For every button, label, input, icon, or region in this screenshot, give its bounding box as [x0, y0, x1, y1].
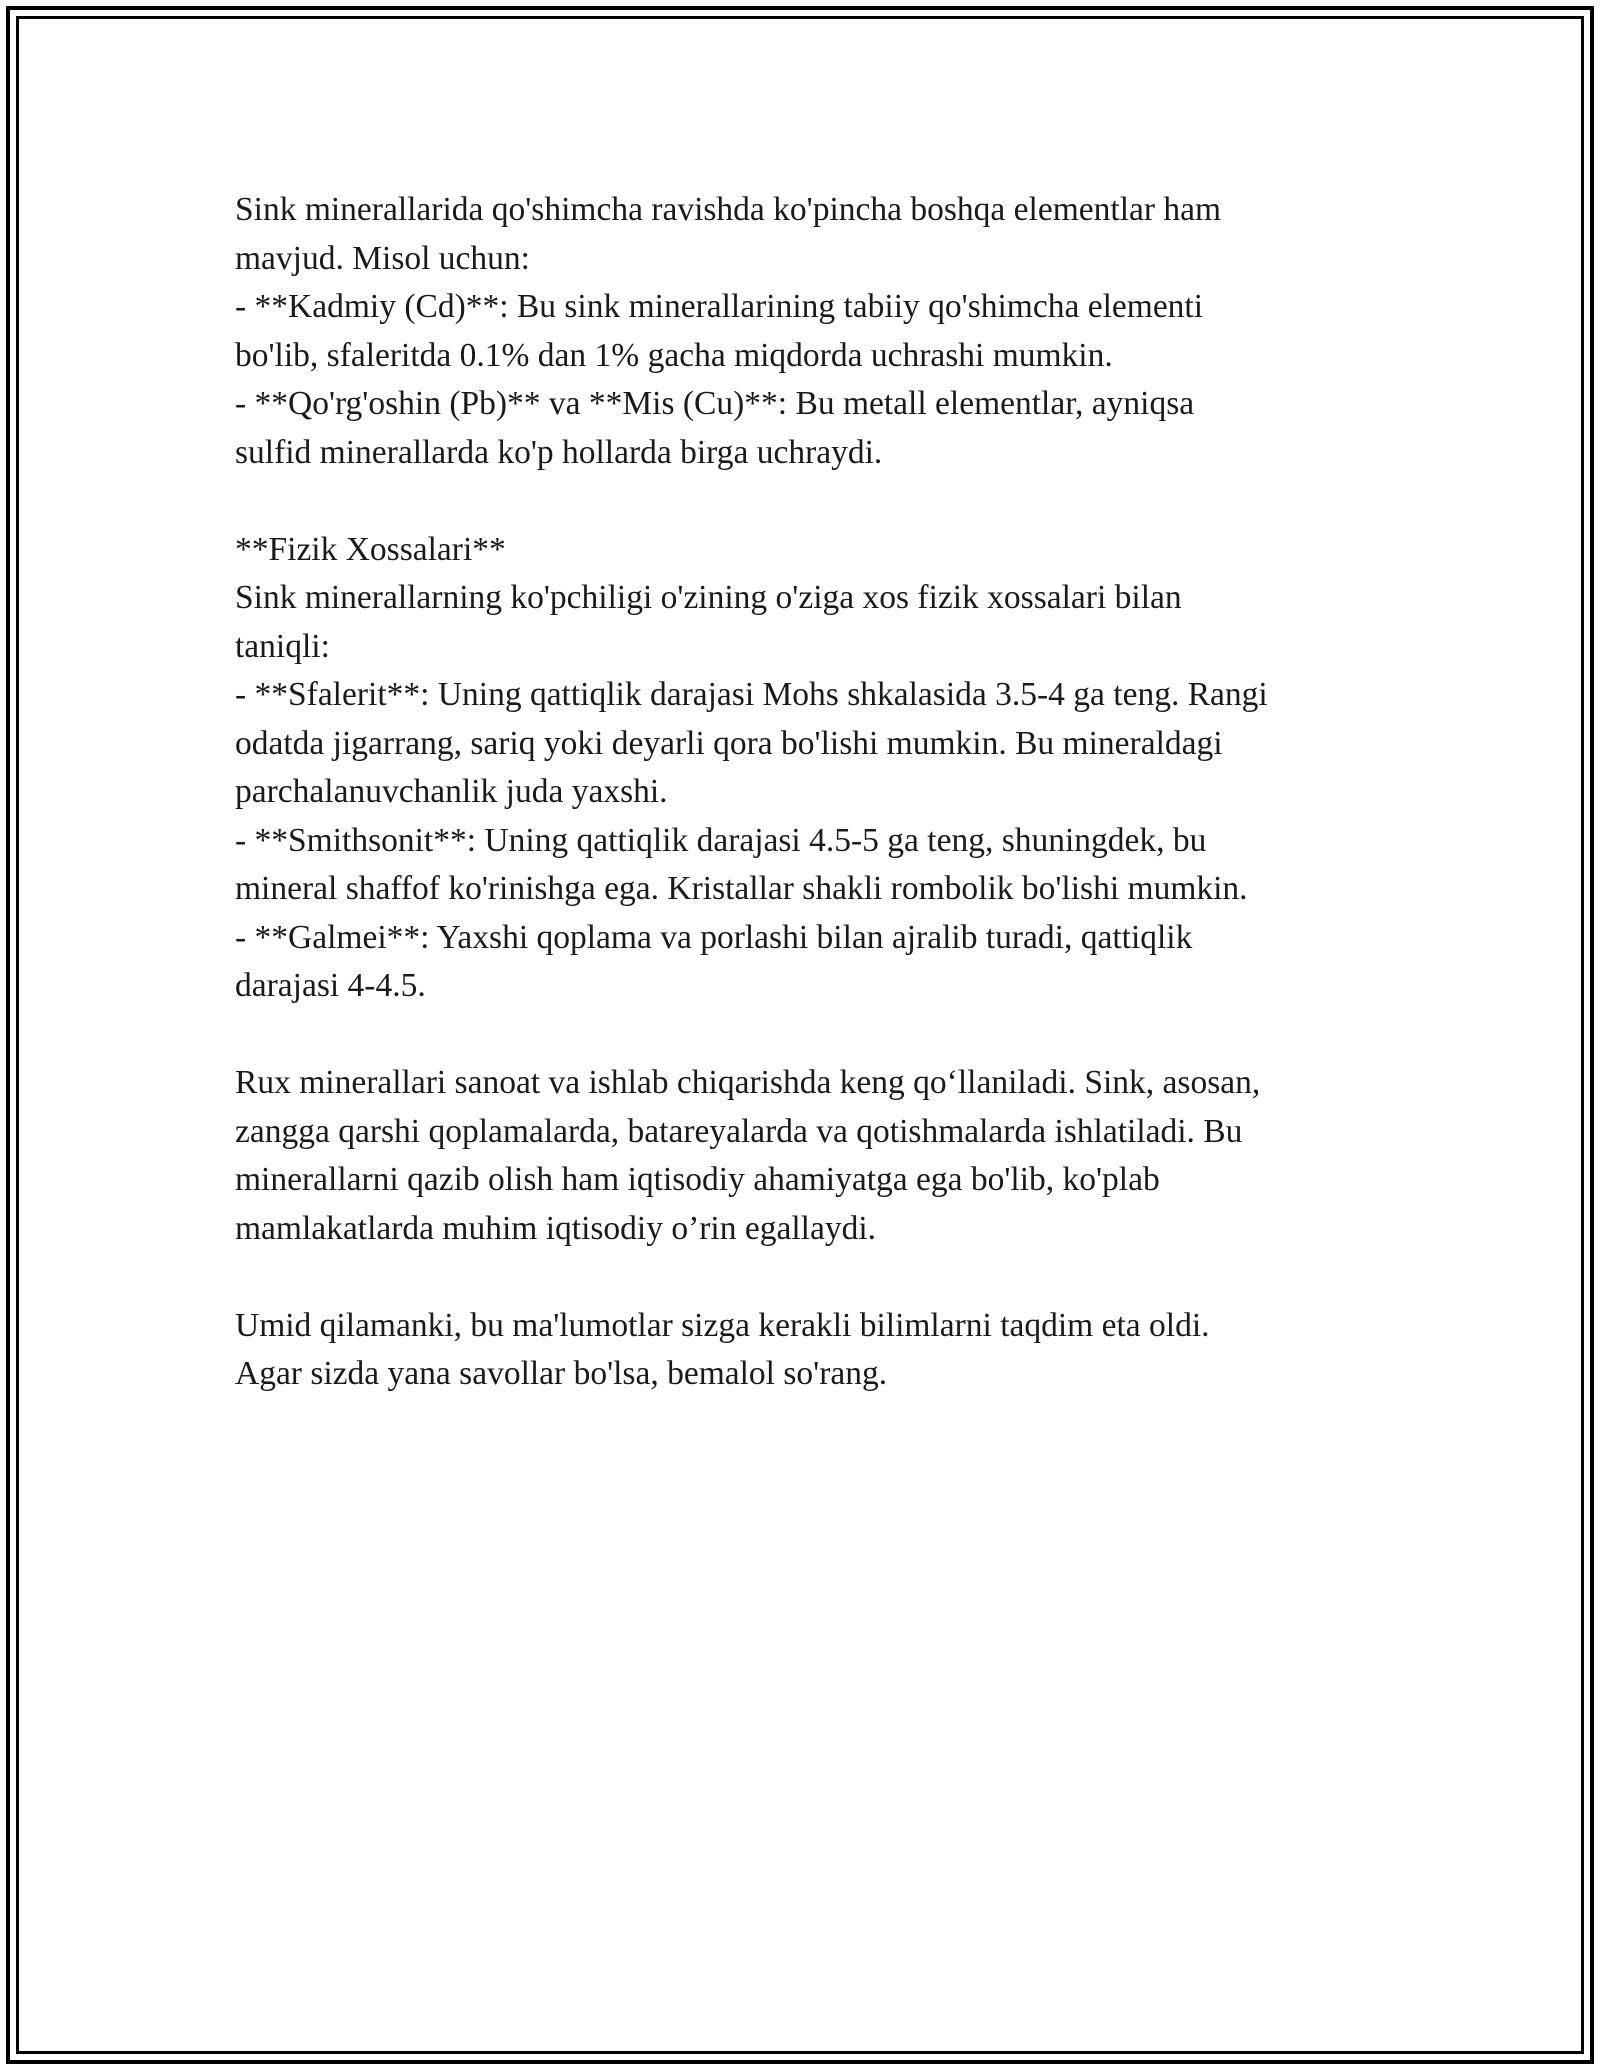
text-line: sulfid minerallarda ko'p hollarda birga uchraydi. [235, 433, 883, 471]
text-line: - **Kadmiy (Cd)**: Bu sink minerallarining tabiiy qo'shimcha elementi [235, 288, 1204, 325]
text-line: mavjud. Misol uchun: [235, 239, 530, 277]
text-line: parchalanuvchanlik juda yaxshi. [235, 773, 668, 810]
text-line: - **Qo'rg'oshin (Pb)** va **Mis (Cu)**: Bu metall elementlar, ayniqsa [235, 385, 1195, 422]
text-line: taniqli: [235, 627, 330, 665]
text-line: Rux minerallari sanoat va ishlab chiqarishda keng qo‘llaniladi. Sink, asosan, [235, 1064, 1261, 1101]
text-line: mamlakatlarda muhim iqtisodiy o’rin egallaydi. [235, 1209, 876, 1247]
text-line: - **Sfalerit**: Uning qattiqlik darajasi Mohs shkalasida 3.5-4 ga teng. Rangi [235, 676, 1268, 713]
text-line: Agar sizda yana savollar bo'lsa, bemalol so'rang. [235, 1355, 888, 1392]
paragraph-physical-properties [235, 526, 1395, 1011]
text-line: darajasi 4-4.5. [235, 967, 426, 1004]
text-line: bo'lib, sfaleritda 0.1% dan 1% gacha miqdorda uchrashi mumkin. [235, 336, 1113, 374]
text-line: - **Smithsonit**: Uning qattiqlik darajasi 4.5-5 ga teng, shuningdek, bu [235, 821, 1207, 859]
paragraph-gap [235, 477, 1395, 526]
text-line: odatda jigarrang, sariq yoki deyarli qora bo'lishi mumkin. Bu mineraldagi [235, 724, 1223, 762]
text-line: mineral shaffof ko'rinishga ega. Kristallar shakli rombolik bo'lishi mumkin. [235, 870, 1248, 907]
paragraph-gap [235, 1253, 1395, 1302]
text-line: Umid qilamanki, bu ma'lumotlar sizga kerakli bilimlarni taqdim eta oldi. [235, 1306, 1210, 1344]
paragraph-closing [235, 1302, 1395, 1399]
paragraph-industrial-use [235, 1059, 1395, 1253]
document-body [235, 186, 1395, 1399]
section-heading: **Fizik Xossalari** [235, 530, 506, 568]
text-line: Sink minerallarida qo'shimcha ravishda ko'pincha boshqa elementlar ham [235, 191, 1222, 228]
text-line: minerallarni qazib olish ham iqtisodiy ahamiyatga ega bo'lib, ko'plab [235, 1161, 1160, 1198]
paragraph-additional-elements [235, 186, 1395, 477]
text-line: zangga qarshi qoplamalarda, batareyalarda va qotishmalarda ishlatiladi. Bu [235, 1112, 1243, 1150]
text-line: - **Galmei**: Yaxshi qoplama va porlashi bilan ajralib turadi, qattiqlik [235, 918, 1193, 956]
text-line: Sink minerallarning ko'pchiligi o'zining o'ziga xos fizik xossalari bilan [235, 579, 1182, 616]
paragraph-gap [235, 1011, 1395, 1060]
